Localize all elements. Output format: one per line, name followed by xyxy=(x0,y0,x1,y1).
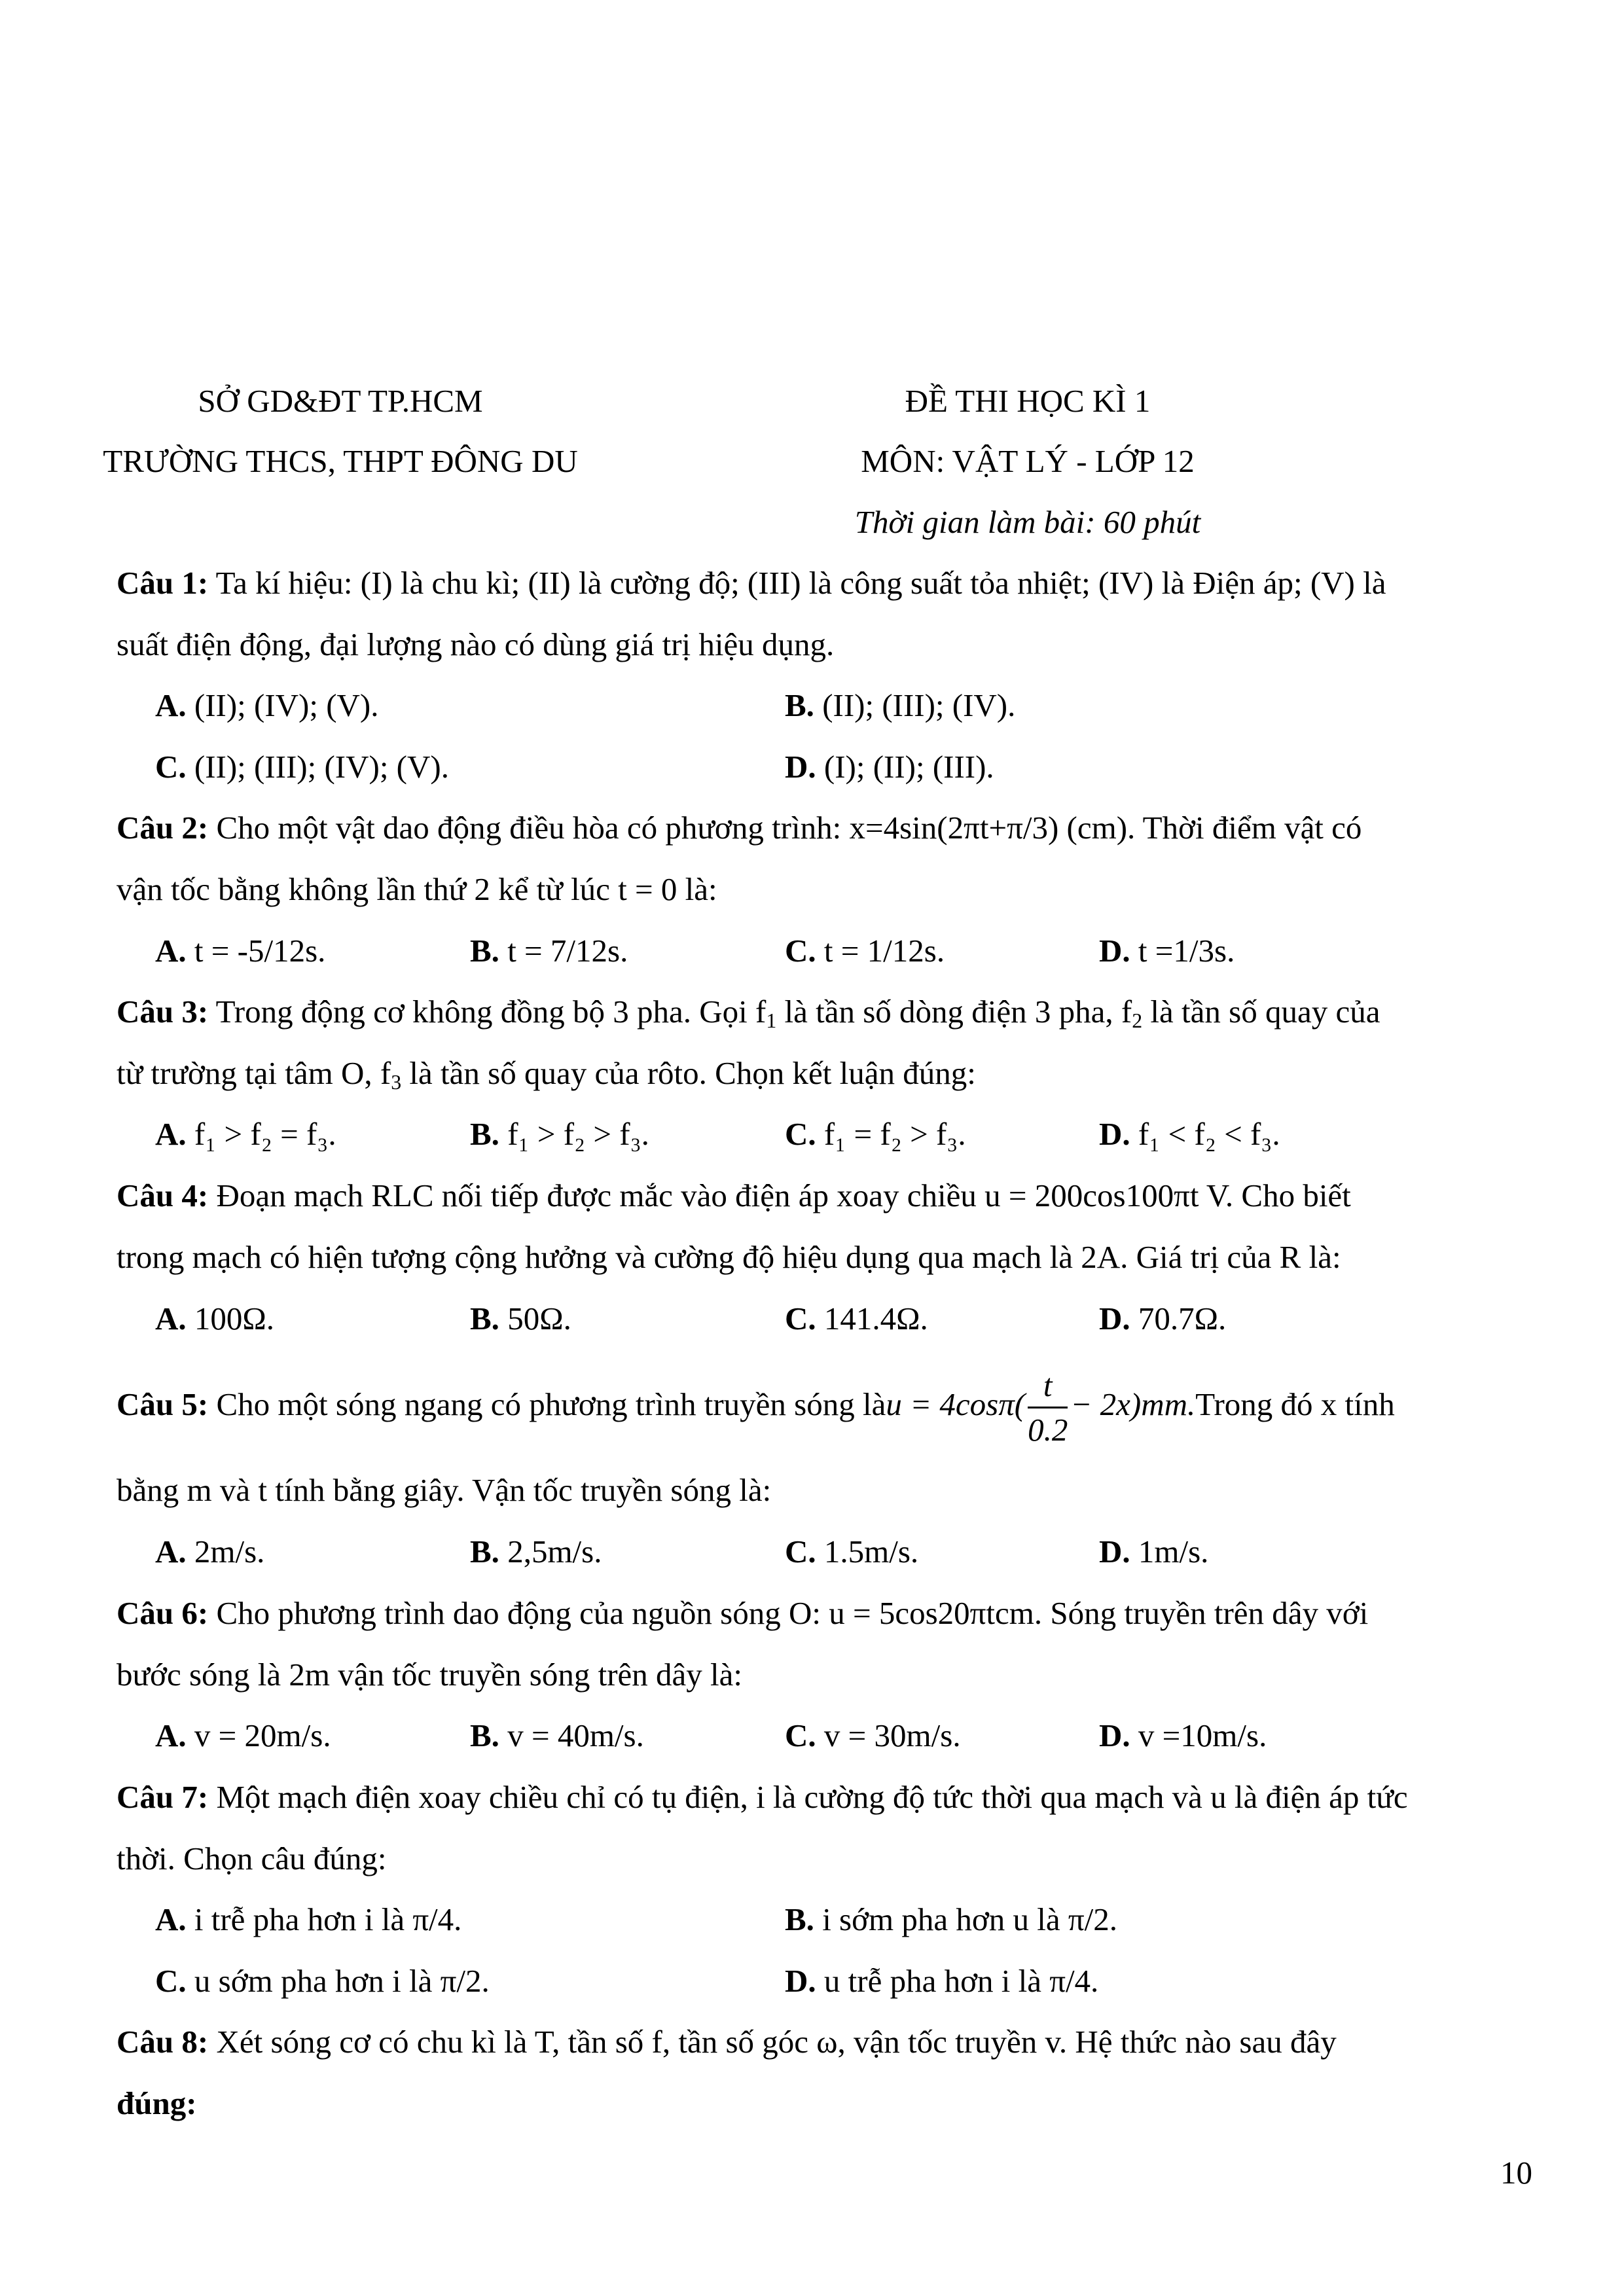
option-text: i trễ pha hơn i là π/4. xyxy=(186,1901,462,1937)
option-letter: C. xyxy=(785,1116,816,1152)
question-6 xyxy=(117,1597,1368,1629)
question-label: Câu 3: xyxy=(117,994,209,1030)
option-text: t = -5/12s. xyxy=(186,933,326,969)
option-text: 50Ω. xyxy=(499,1300,571,1336)
option-text: 70.7Ω. xyxy=(1130,1300,1227,1336)
option-letter: B. xyxy=(470,933,499,969)
option-d[interactable] xyxy=(785,751,994,783)
fraction-denominator: 0.2 xyxy=(1028,1412,1068,1448)
option-b[interactable] xyxy=(785,689,1015,721)
question-text: Trong đó x tính xyxy=(1195,1386,1395,1422)
option-a[interactable] xyxy=(155,1535,264,1568)
question-text-cont: suất điện động, đại lượng nào có dùng giá trị hiệu dụng. xyxy=(117,626,835,662)
option-text: v = 40m/s. xyxy=(499,1717,644,1753)
option-d[interactable] xyxy=(1099,935,1235,967)
option-c[interactable] xyxy=(155,751,449,783)
option-text: u sớm pha hơn i là π/2. xyxy=(186,1963,490,1999)
option-letter: A. xyxy=(155,933,187,969)
option-b[interactable] xyxy=(470,935,628,967)
question-text: Cho một vật dao động điều hòa có phương trình: x=4sin(2πt+π/3) (cm). Thời điểm vật có xyxy=(208,810,1362,846)
exam-time: Thời gian làm bài: 60 phút xyxy=(854,504,1201,540)
option-letter: C. xyxy=(785,933,816,969)
option-letter: D. xyxy=(1099,933,1130,969)
option-a[interactable] xyxy=(155,689,379,721)
question-text: là tần số quay của rôto. Chọn kết luận đúng: xyxy=(401,1055,976,1091)
subscript: 1 xyxy=(766,1009,777,1032)
option-letter: D. xyxy=(1099,1534,1130,1570)
question-text: là tần số quay của xyxy=(1142,994,1380,1030)
page-number: 10 xyxy=(1500,2155,1532,2191)
question-7 xyxy=(117,1781,1408,1813)
option-b[interactable] xyxy=(470,1302,571,1335)
question-label: Câu 2: xyxy=(117,810,209,846)
option-a[interactable] xyxy=(155,1903,461,1935)
question-text: Cho phương trình dao động của nguồn sóng O: u = 5cos20πtcm. Sóng truyền trên dây với xyxy=(208,1595,1369,1631)
question-text-cont: bằng m và t tính bằng giây. Vận tốc truyền sóng là: xyxy=(117,1472,772,1508)
subscript: 2 xyxy=(1132,1009,1143,1032)
option-text: 1.5m/s. xyxy=(816,1534,919,1570)
option-text: t = 7/12s. xyxy=(499,933,628,969)
subscript: 3 xyxy=(391,1070,402,1094)
question-label: Câu 5: xyxy=(117,1386,209,1422)
question-label: Câu 4: xyxy=(117,1177,209,1213)
option-text: 2,5m/s. xyxy=(499,1534,602,1570)
option-text: v = 20m/s. xyxy=(186,1717,331,1753)
option-letter: B. xyxy=(470,1300,499,1336)
option-text: u trễ pha hơn i là π/4. xyxy=(816,1963,1099,1999)
option-b[interactable] xyxy=(470,1118,649,1150)
fraction-numerator: t xyxy=(1028,1367,1068,1408)
option-b[interactable] xyxy=(470,1719,644,1751)
option-letter: C. xyxy=(155,1963,187,1999)
option-letter: B. xyxy=(785,687,814,723)
option-text: f₁ > f₂ > f₃. xyxy=(499,1116,649,1152)
option-letter: D. xyxy=(785,1963,816,1999)
question-text: Ta kí hiệu: (I) là chu kì; (II) là cường độ; (III) là công suất tỏa nhiệt; (IV) là Điện áp; (V) là xyxy=(208,565,1386,601)
question-label: Câu 1: xyxy=(117,565,209,601)
option-letter: A. xyxy=(155,1300,187,1336)
option-letter: C. xyxy=(785,1534,816,1570)
option-text: (II); (III); (IV). xyxy=(814,687,1016,723)
option-a[interactable] xyxy=(155,1118,336,1150)
option-c[interactable] xyxy=(785,1535,918,1568)
option-text: (II); (IV); (V). xyxy=(186,687,379,723)
question-text-cont: trong mạch có hiện tượng cộng hưởng và cường độ hiệu dụng qua mạch là 2A. Giá trị của R là: xyxy=(117,1239,1341,1275)
question-text-cont: vận tốc bằng không lần thứ 2 kể từ lúc t = 0 là: xyxy=(117,871,717,907)
school-name: TRƯỜNG THCS, THPT ĐÔNG DU xyxy=(103,443,578,479)
option-text: v =10m/s. xyxy=(1130,1717,1267,1753)
option-d[interactable] xyxy=(1099,1535,1208,1568)
question-text-cont: bước sóng là 2m vận tốc truyền sóng trên dây là: xyxy=(117,1657,743,1693)
question-text-cont: thời. Chọn câu đúng: xyxy=(117,1840,387,1876)
option-letter: B. xyxy=(470,1534,499,1570)
option-text: v = 30m/s. xyxy=(816,1717,961,1753)
question-text-cont xyxy=(117,1055,976,1094)
option-letter: D. xyxy=(1099,1300,1130,1336)
option-text: (I); (II); (III). xyxy=(816,749,994,785)
option-text: (II); (III); (IV); (V). xyxy=(186,749,449,785)
question-label: Câu 6: xyxy=(117,1595,209,1631)
option-text: 2m/s. xyxy=(186,1534,265,1570)
exam-title: ĐỀ THI HỌC KÌ 1 xyxy=(905,383,1151,419)
question-text: Trong động cơ không đồng bộ 3 pha. Gọi f xyxy=(208,994,767,1030)
option-text: t =1/3s. xyxy=(1130,933,1235,969)
question-8 xyxy=(117,2026,1337,2058)
question-2 xyxy=(117,812,1362,844)
option-text: 1m/s. xyxy=(1130,1534,1209,1570)
question-text-cont: đúng: xyxy=(117,2085,197,2121)
question-text: Cho một sóng ngang có phương trình truyền sóng là xyxy=(208,1386,886,1422)
question-text: Một mạch điện xoay chiều chỉ có tụ điện, i là cường độ tức thời qua mạch và u là điện áp tức xyxy=(208,1779,1408,1815)
option-text: 100Ω. xyxy=(186,1300,275,1336)
question-label: Câu 7: xyxy=(117,1779,209,1815)
option-letter: C. xyxy=(785,1300,816,1336)
option-text: f₁ > f₂ = f₃. xyxy=(186,1116,336,1152)
option-text: 141.4Ω. xyxy=(816,1300,928,1336)
question-text: Xét sóng cơ có chu kì là T, tần số f, tần số góc ω, vận tốc truyền v. Hệ thức nào sau đây xyxy=(208,2024,1337,2060)
option-letter: D. xyxy=(1099,1717,1130,1753)
equation-part: − 2x)mm. xyxy=(1070,1386,1196,1422)
question-text: Đoạn mạch RLC nối tiếp được mắc vào điện áp xoay chiều u = 200cos100πt V. Cho biết xyxy=(208,1177,1351,1213)
option-letter: B. xyxy=(470,1717,499,1753)
option-text: f₁ < f₂ < f₃. xyxy=(1130,1116,1280,1152)
option-a[interactable] xyxy=(155,1719,331,1751)
option-letter: A. xyxy=(155,1534,187,1570)
option-letter: A. xyxy=(155,1901,187,1937)
option-d[interactable] xyxy=(1099,1118,1280,1150)
question-3 xyxy=(117,994,1380,1032)
option-c[interactable] xyxy=(785,1118,966,1150)
option-c[interactable] xyxy=(785,1302,928,1335)
option-c[interactable] xyxy=(785,1719,961,1751)
option-d[interactable] xyxy=(1099,1719,1267,1751)
question-5 xyxy=(117,1367,1395,1448)
question-text: là tần số dòng điện 3 pha, f xyxy=(776,994,1132,1030)
exam-subject: MÔN: VẬT LÝ - LỚP 12 xyxy=(861,443,1195,479)
option-text: f₁ = f₂ > f₃. xyxy=(816,1116,966,1152)
option-letter: C. xyxy=(155,749,187,785)
option-letter: D. xyxy=(1099,1116,1130,1152)
option-a[interactable] xyxy=(155,935,325,967)
option-letter: A. xyxy=(155,1116,187,1152)
option-d[interactable] xyxy=(785,1965,1098,1997)
wave-equation xyxy=(886,1367,1196,1448)
option-d[interactable] xyxy=(1099,1302,1226,1335)
question-4 xyxy=(117,1179,1351,1211)
option-a[interactable] xyxy=(155,1302,274,1335)
option-text: t = 1/12s. xyxy=(816,933,945,969)
equation-part: u = 4cosπ( xyxy=(886,1386,1026,1422)
option-letter: A. xyxy=(155,687,187,723)
option-letter: A. xyxy=(155,1717,187,1753)
option-letter: D. xyxy=(785,749,816,785)
option-c[interactable] xyxy=(785,935,945,967)
fraction xyxy=(1028,1367,1068,1448)
option-text: i sớm pha hơn u là π/2. xyxy=(814,1901,1118,1937)
option-b[interactable] xyxy=(785,1903,1117,1935)
option-letter: C. xyxy=(785,1717,816,1753)
department-name: SỞ GD&ĐT TP.HCM xyxy=(198,383,483,419)
option-letter: B. xyxy=(785,1901,814,1937)
question-text: từ trường tại tâm O, f xyxy=(117,1055,391,1091)
option-letter: B. xyxy=(470,1116,499,1152)
option-b[interactable] xyxy=(470,1535,602,1568)
question-1 xyxy=(117,567,1386,599)
option-c[interactable] xyxy=(155,1965,490,1997)
question-label: Câu 8: xyxy=(117,2024,209,2060)
